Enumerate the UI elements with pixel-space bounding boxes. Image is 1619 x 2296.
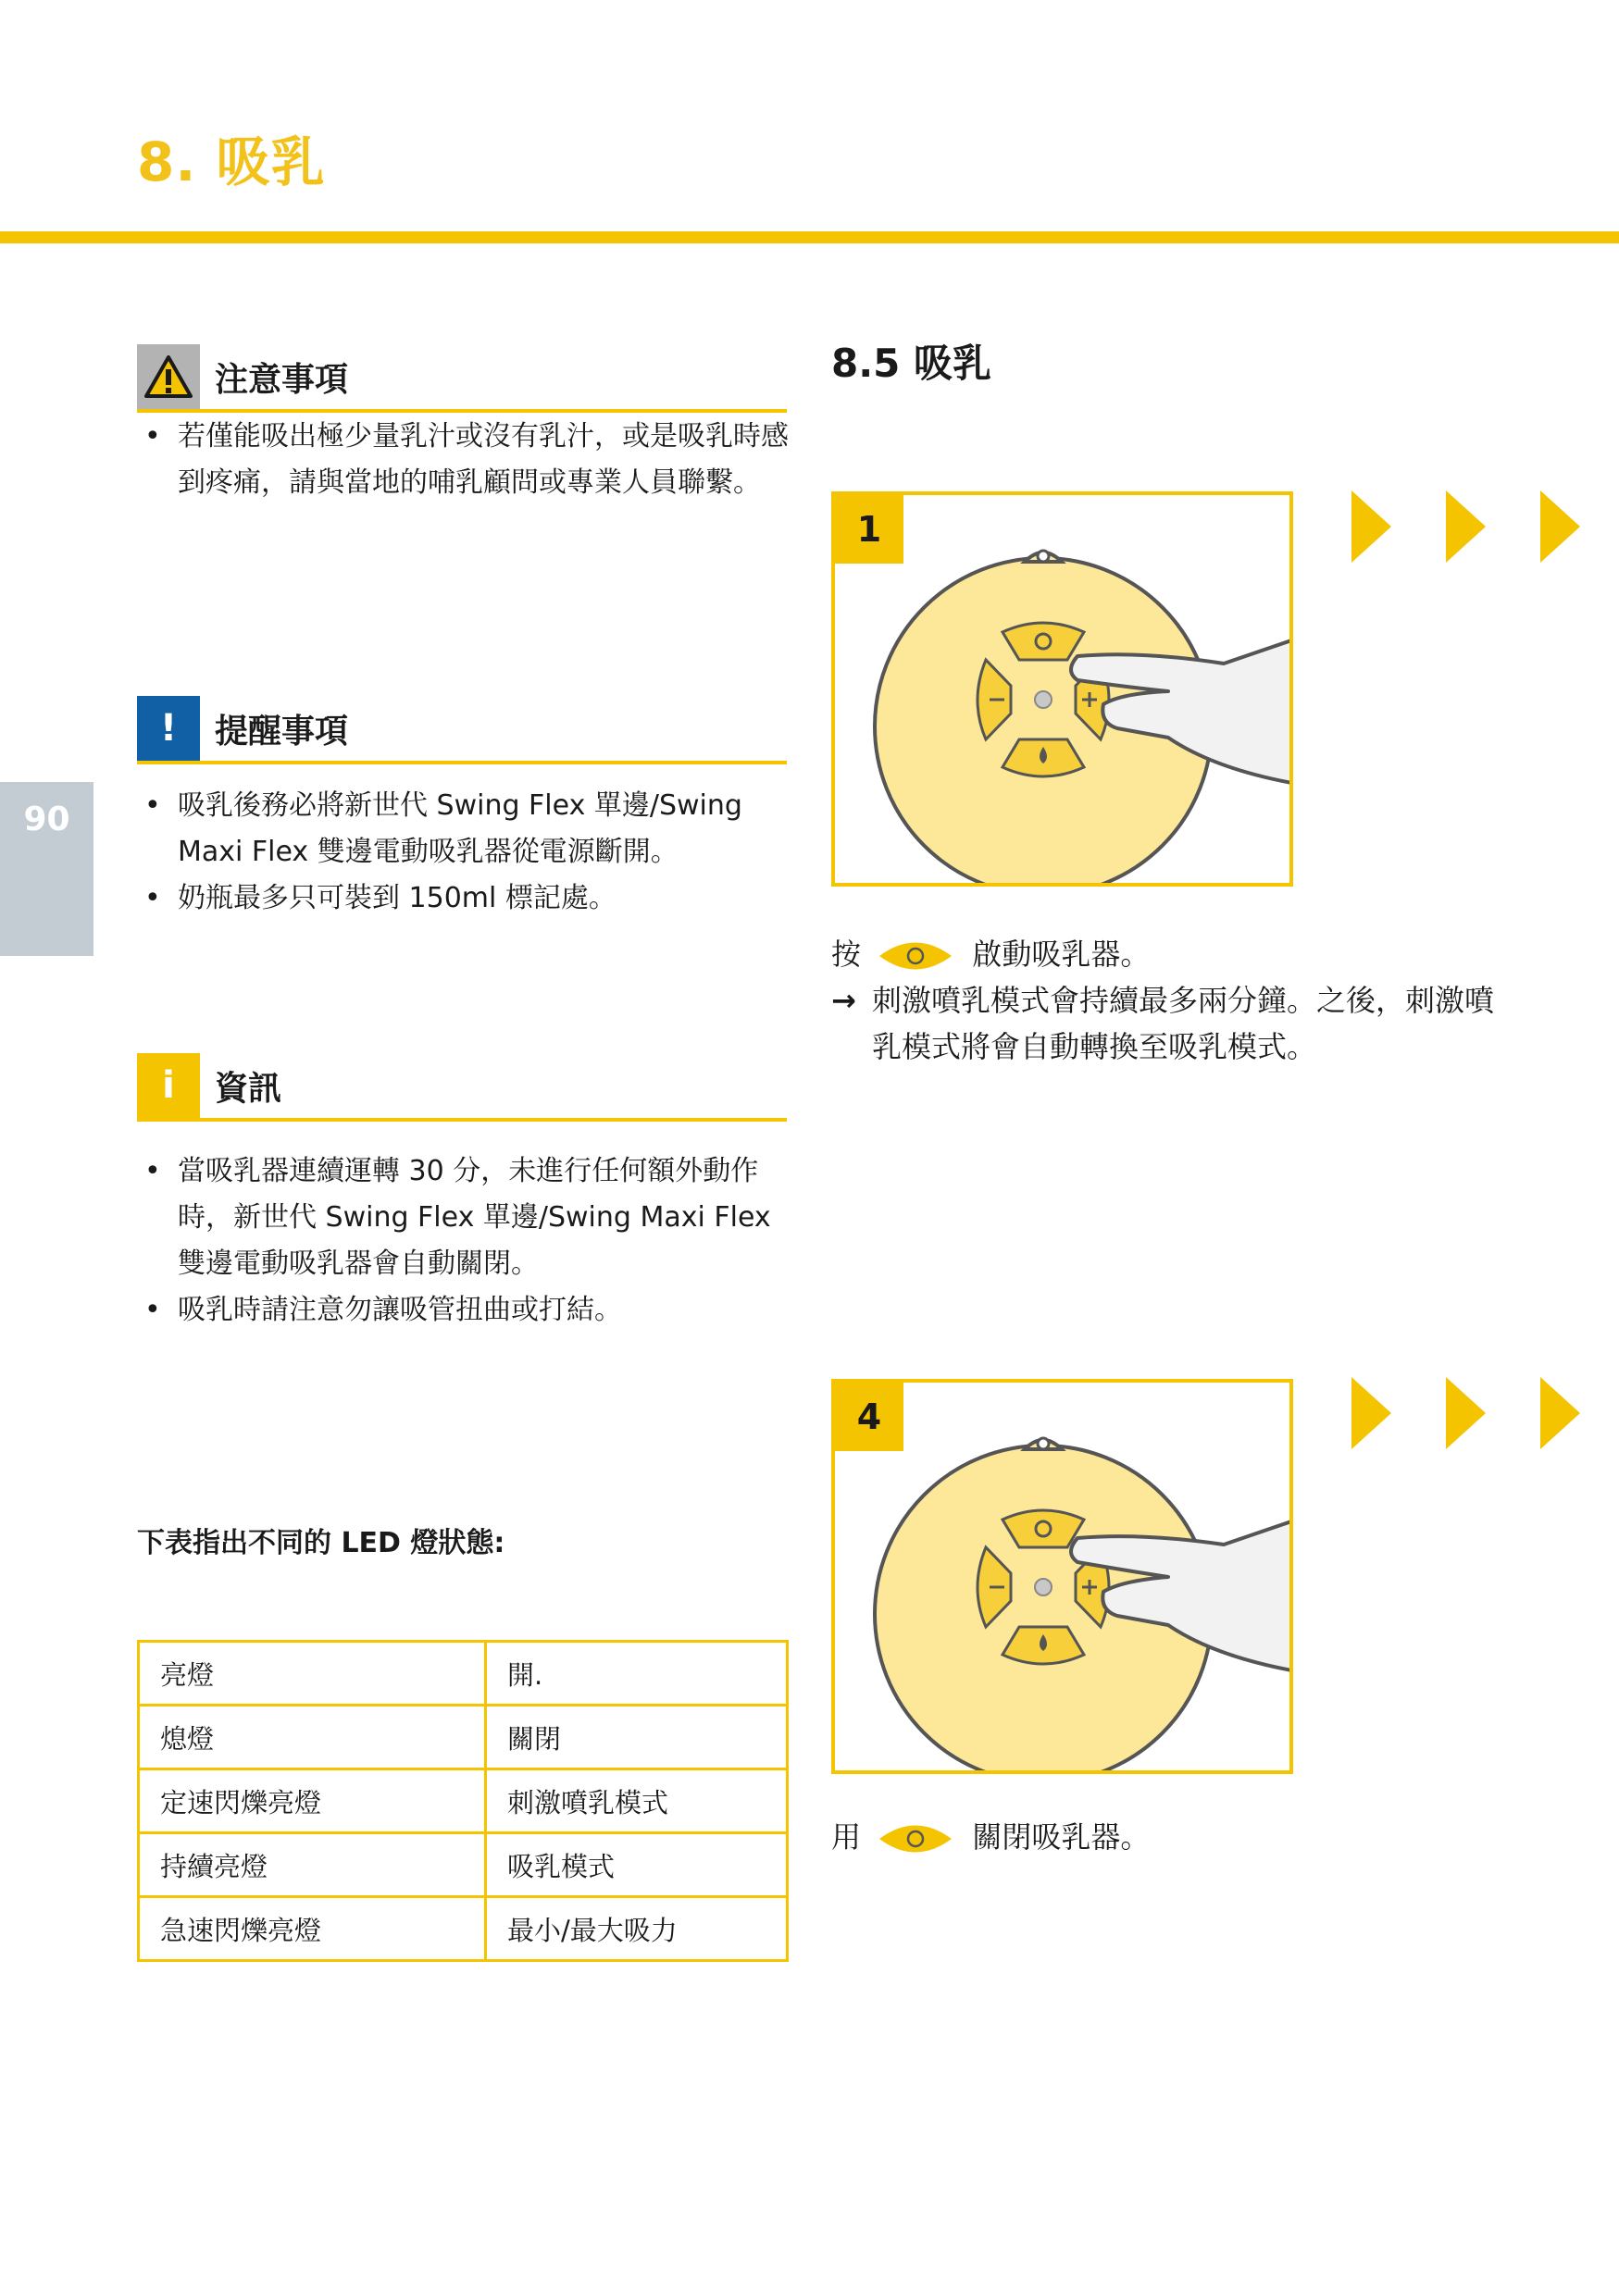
reminder-item: • 奶瓶最多只可裝到 150ml 標記處。 xyxy=(137,875,794,922)
step-text-prefix: 按 xyxy=(831,937,862,972)
led-state-cell: 急速閃爍亮燈 xyxy=(139,1897,486,1961)
led-state-cell: 定速閃爍亮燈 xyxy=(139,1769,486,1833)
caution-list xyxy=(137,414,794,506)
page-number-tab xyxy=(0,782,93,956)
chevron-right-icon xyxy=(1351,1377,1391,1449)
table-row xyxy=(139,1706,788,1769)
header-rule xyxy=(0,231,1619,243)
step-number: 1 xyxy=(835,495,903,564)
led-meaning-cell: 關閉 xyxy=(486,1706,788,1769)
caution-heading: 注意事項 xyxy=(215,361,349,399)
info-icon: i xyxy=(137,1053,200,1118)
warning-triangle-icon xyxy=(137,344,200,409)
caution-item: • 若僅能吸出極少量乳汁或沒有乳汁，或是吸乳時感到疼痛，請與當地的哺乳顧問或專業人員聯繫。 xyxy=(137,414,794,506)
info-item: • 吸乳時請注意勿讓吸管扭曲或打結。 xyxy=(137,1287,794,1334)
led-state-cell: 持續亮燈 xyxy=(139,1833,486,1897)
info-header xyxy=(137,1053,787,1122)
led-meaning-cell: 最小/最大吸力 xyxy=(486,1897,788,1961)
step-1-text xyxy=(831,931,1498,1070)
table-row xyxy=(139,1769,788,1833)
step-text-action: 關閉吸乳器。 xyxy=(972,1819,1151,1855)
power-button-icon xyxy=(878,1818,953,1860)
chapter-title: 8. 吸乳 xyxy=(137,130,326,193)
led-status-table xyxy=(137,1640,789,1962)
caution-header xyxy=(137,344,787,413)
step-4-illustration xyxy=(831,1379,1293,1774)
section-title: 8.5 吸乳 xyxy=(831,341,992,386)
led-table-intro: 下表指出不同的 LED 燈狀態: xyxy=(137,1527,505,1559)
step-text-prefix: 用 xyxy=(831,1819,862,1855)
step-note: 刺激噴乳模式會持續最多兩分鐘。之後，刺激噴乳模式將會自動轉換至吸乳模式。 xyxy=(872,983,1495,1064)
table-row xyxy=(139,1897,788,1961)
pump-device-illustration xyxy=(835,1383,1293,1774)
chevron-right-icon xyxy=(1351,490,1391,563)
table-row xyxy=(139,1833,788,1897)
info-item: • 當吸乳器連續運轉 30 分，未進行任何額外動作時，新世代 Swing Flex 單邊/Swing Maxi Flex 雙邊電動吸乳器會自動關閉。 xyxy=(137,1148,794,1287)
led-meaning-cell: 刺激噴乳模式 xyxy=(486,1769,788,1833)
reminder-header xyxy=(137,696,787,764)
led-state-cell: 熄燈 xyxy=(139,1706,486,1769)
power-button-icon xyxy=(878,935,953,977)
reminder-heading: 提醒事項 xyxy=(215,713,349,751)
led-meaning-cell: 吸乳模式 xyxy=(486,1833,788,1897)
step-4-text xyxy=(831,1814,1498,1860)
info-heading: 資訊 xyxy=(215,1070,282,1108)
step-text-action: 啟動吸乳器。 xyxy=(972,937,1151,972)
page-number: 90 xyxy=(23,800,70,838)
chevron-right-icon xyxy=(1540,1377,1580,1449)
info-list xyxy=(137,1148,794,1334)
pump-device-illustration xyxy=(835,495,1293,887)
chevron-right-icon xyxy=(1446,1377,1486,1449)
exclamation-icon: ! xyxy=(137,696,200,761)
chevron-right-icon xyxy=(1540,490,1580,563)
reminder-item: • 吸乳後務必將新世代 Swing Flex 單邊/Swing Maxi Flex 雙邊電動吸乳器從電源斷開。 xyxy=(137,783,794,875)
chevron-right-icon xyxy=(1446,490,1486,563)
table-row xyxy=(139,1642,788,1706)
reminder-list xyxy=(137,783,794,922)
step-1-illustration xyxy=(831,491,1293,887)
arrow-right-icon: → xyxy=(831,983,856,1018)
led-meaning-cell: 開. xyxy=(486,1642,788,1706)
step-number: 4 xyxy=(835,1383,903,1451)
led-state-cell: 亮燈 xyxy=(139,1642,486,1706)
